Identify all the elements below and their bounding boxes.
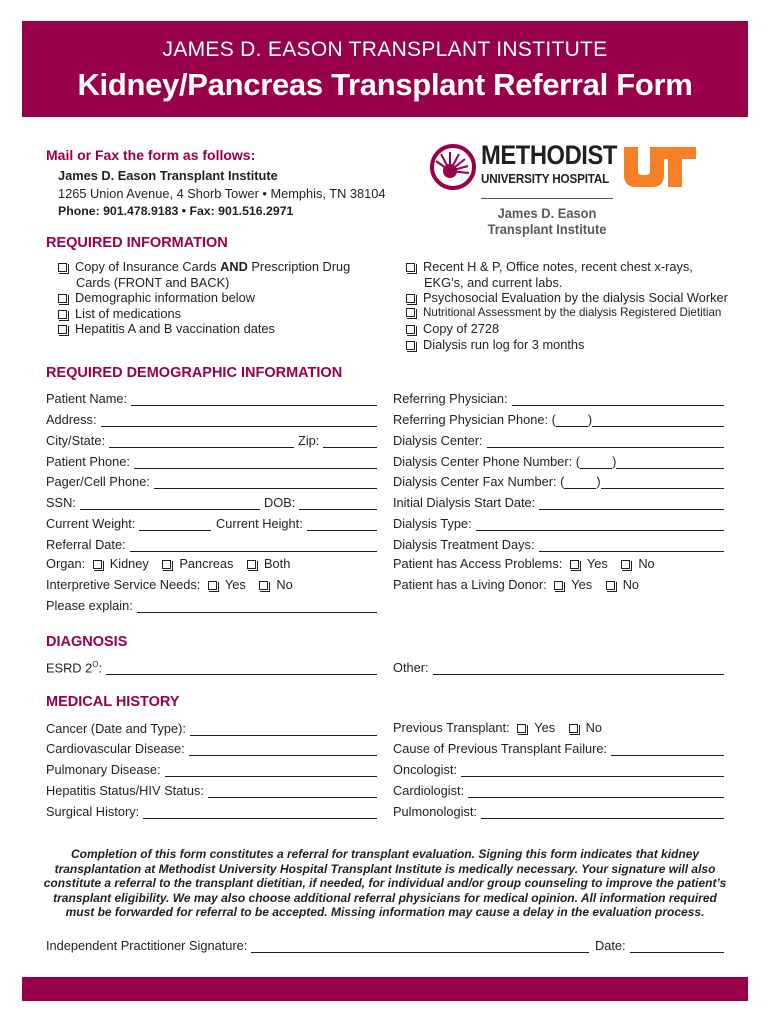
previous-transplant-label: Previous Transplant: [393,720,510,735]
required-item [406,259,693,274]
dialysis-center-phone-field[interactable] [393,453,724,469]
required-info-heading: REQUIRED INFORMATION [46,235,228,251]
organ-label: Organ: [46,556,86,571]
signature-field[interactable] [46,937,589,953]
referral-date-label: Referral Date: [46,537,126,552]
pulmonologist-line[interactable] [481,807,724,819]
date-field[interactable] [595,937,724,953]
cardiologist-label: Cardiologist: [393,783,465,798]
pager-cell-field[interactable] [46,473,377,489]
pager-cell-label: Pager/Cell Phone: [46,474,150,489]
institute-name: JAMES D. EASON TRANSPLANT INSTITUTE [162,38,608,61]
cancer-label: Cancer (Date and Type): [46,721,186,736]
address-field[interactable] [46,411,377,427]
dialysis-center-phone-area-line[interactable] [580,457,612,469]
cardio-label: Cardiovascular Disease: [46,741,185,756]
esrd-field[interactable] [46,659,377,675]
hospital-logo [430,140,730,240]
required-item [406,337,584,352]
signature-label: Independent Practitioner Signature: [46,938,248,953]
diagnosis-heading: DIAGNOSIS [46,634,128,650]
current-height-line[interactable] [307,519,377,531]
logo-university-hospital: UNIVERSITY HOSPITAL [481,171,610,186]
mail-heading: Mail or Fax the form as follows: [46,147,256,163]
required-item [58,306,181,321]
current-weight-line[interactable] [139,519,211,531]
interpretive-yes-label: Yes [224,577,246,592]
cardiologist-field[interactable] [393,782,724,798]
access-yes-label: Yes [586,556,608,571]
address-line[interactable] [101,415,377,427]
cardiologist-line[interactable] [468,786,724,798]
other-label: Other: [393,660,429,675]
please-explain-field[interactable] [46,597,377,613]
referring-phone-line[interactable] [592,415,724,427]
pulmonologist-label: Pulmonologist: [393,804,477,819]
required-item-text: Demographic information below [75,290,255,306]
required-item [406,290,728,305]
initial-dialysis-label: Initial Dialysis Start Date: [393,495,536,510]
dob-line[interactable] [299,498,377,510]
ssn-label: SSN: [46,495,76,510]
oncologist-field[interactable] [393,761,724,777]
zip-field[interactable] [298,432,377,448]
cancer-field[interactable] [46,720,377,736]
please-explain-label: Please explain: [46,598,133,613]
ssn-field[interactable] [46,494,260,510]
cause-failure-label: Cause of Previous Transplant Failure: [393,741,608,756]
required-item-text: Cards (FRONT and BACK) [76,274,230,290]
logo-institute-line2: Transplant Institute [487,221,607,237]
surgical-field[interactable] [46,803,377,819]
current-weight-label: Current Weight: [46,516,136,531]
other-line[interactable] [433,663,724,675]
referring-phone-field[interactable] [393,411,724,427]
required-item-checkbox[interactable] [406,325,415,334]
history-heading: MEDICAL HISTORY [46,694,180,710]
hepatitis-label: Hepatitis Status/HIV Status: [46,783,204,798]
footer-band [22,977,748,1001]
interpretive-yes-checkbox[interactable] [208,581,217,590]
ssn-line[interactable] [80,498,260,510]
required-item-checkbox[interactable] [406,308,415,317]
required-item-checkbox[interactable] [406,341,415,350]
dob-label: DOB: [264,495,296,510]
address-label: Address: [46,412,97,427]
required-item-text: Copy of Insurance Cards [75,259,221,274]
esrd-colon: : [98,660,103,675]
living-donor-row [393,577,639,592]
required-item-checkbox[interactable] [406,294,415,303]
access-no-label: No [638,556,655,571]
kidney-checkbox[interactable] [93,560,102,569]
dialysis-center-fax-label: Dialysis Center Fax Number: ( [393,474,565,489]
cancer-line[interactable] [190,724,377,736]
zip-label: Zip: [298,433,320,448]
required-item [424,275,562,290]
living-donor-label: Patient has a Living Donor: [393,577,547,592]
access-yes-checkbox[interactable] [570,560,579,569]
demographic-heading: REQUIRED DEMOGRAPHIC INFORMATION [46,365,343,381]
methodist-emblem-icon [430,144,476,190]
access-problems-row [393,556,655,571]
esrd-text: ESRD 2 [46,660,93,675]
required-item [58,321,275,336]
previous-yes-checkbox[interactable] [517,724,526,733]
required-item-text: Nutritional Assessment by the dialysis Registered Dietitian [423,305,722,319]
signature-line[interactable] [251,941,589,953]
patient-phone-label: Patient Phone: [46,454,130,469]
required-item-text: List of medications [75,305,181,321]
interpretive-label: Interpretive Service Needs: [46,577,201,592]
patient-phone-field[interactable] [46,453,377,469]
donor-yes-checkbox[interactable] [554,581,563,590]
donor-yes-label: Yes [571,577,593,592]
dialysis-center-phone-line[interactable] [616,457,724,469]
dialysis-center-field[interactable] [393,432,724,448]
dialysis-days-line[interactable] [539,540,724,552]
interpretive-no-label: No [276,577,293,592]
required-item-checkbox[interactable] [58,263,67,272]
patient-name-label: Patient Name: [46,391,128,406]
pancreas-label: Pancreas [179,556,234,571]
required-item-checkbox[interactable] [406,263,415,272]
surgical-label: Surgical History: [46,804,140,819]
logo-institute-line1: James D. Eason [497,205,597,221]
header-band [22,21,748,117]
required-item [58,290,255,305]
required-item-emphasis: AND [220,259,248,274]
previous-no-label: No [585,720,603,735]
surgical-line[interactable] [143,807,377,819]
referral-date-field[interactable] [46,536,377,552]
mail-contact: Phone: 901.478.9183 • Fax: 901.516.2971 [58,204,294,218]
pulmonologist-field[interactable] [393,803,724,819]
cause-failure-line[interactable] [611,744,724,756]
required-item-checkbox[interactable] [58,325,67,334]
required-item-text: Psychosocial Evaluation by the dialysis Social Worker [423,290,728,306]
referring-physician-line[interactable] [512,394,724,406]
referral-date-line[interactable] [130,540,377,552]
referring-physician-field[interactable] [393,390,724,406]
both-checkbox[interactable] [247,560,256,569]
oncologist-label: Oncologist: [393,762,458,777]
dialysis-days-label: Dialysis Treatment Days: [393,537,535,552]
dialysis-center-phone-label: Dialysis Center Phone Number: ( [393,454,581,469]
dialysis-center-phone-paren: ) [612,454,617,469]
previous-no-checkbox[interactable] [569,724,578,733]
hepatitis-line[interactable] [208,786,377,798]
city-state-field[interactable] [46,432,294,448]
city-state-label: City/State: [46,433,106,448]
hepatitis-field[interactable] [46,782,377,798]
date-label: Date: [595,938,626,953]
referring-phone-label: Referring Physician Phone: ( [393,412,556,427]
interpretive-row [46,577,293,592]
donor-no-checkbox[interactable] [606,581,615,590]
pancreas-checkbox[interactable] [162,560,171,569]
date-line[interactable] [630,941,724,953]
dialysis-type-label: Dialysis Type: [393,516,472,531]
logo-institute [486,205,607,237]
pulmonary-label: Pulmonary Disease: [46,762,161,777]
dialysis-center-fax-paren: ) [596,474,601,489]
organ-row [46,556,290,571]
required-item-text: Dialysis run log for 3 months [423,337,585,352]
dialysis-type-field[interactable] [393,515,724,531]
required-item-text: EKG’s, and current labs. [424,274,563,290]
cardio-field[interactable] [46,740,377,756]
dob-field[interactable] [264,494,377,510]
dialysis-center-label: Dialysis Center: [393,433,483,448]
initial-dialysis-field[interactable] [393,494,724,510]
mail-address: 1265 Union Avenue, 4 Shorb Tower • Memphis, TN 38104 [58,186,386,201]
dialysis-days-field[interactable] [393,536,724,552]
required-item [406,306,721,319]
patient-name-line[interactable] [131,394,377,406]
referring-phone-paren: ) [587,412,593,427]
pulmonary-line[interactable] [165,765,377,777]
both-label: Both [264,556,291,571]
form-title: Kidney/Pancreas Transplant Referral Form [77,67,693,102]
previous-yes-label: Yes [534,720,556,735]
required-item-checkbox[interactable] [58,310,67,319]
referral-notice: Completion of this form constitutes a referral for transplant evaluation. Signing this form indicates that kidney transplantation at Methodist University Hospital Transplant Institute is medically necessary. Your signature will also constitute a referral to the transplant dietitian, if needed, for individual and/or group counseling to improve the patient’s transplant eligibility. We may also choose additional referral physicians for medical opinion. All information required must be forwarded for referral to be accepted. Missing information may cause a delay in the evaluation process. [43,847,727,920]
patient-name-field[interactable] [46,390,377,406]
current-weight-field[interactable] [46,515,211,531]
access-no-checkbox[interactable] [621,560,630,569]
oncologist-line[interactable] [461,765,724,777]
pulmonary-field[interactable] [46,761,377,777]
dialysis-center-fax-area-line[interactable] [564,477,596,489]
current-height-label: Current Height: [216,516,303,531]
mail-name: James D. Eason Transplant Institute [58,168,278,183]
required-item [76,275,229,290]
referring-physician-label: Referring Physician: [393,391,508,406]
logo-methodist: METHODIST [481,140,617,170]
other-field[interactable] [393,659,724,675]
interpretive-no-checkbox[interactable] [259,581,268,590]
kidney-label: Kidney [109,556,149,571]
required-item-checkbox[interactable] [58,294,67,303]
logo-divider [481,198,613,199]
required-item-text: Recent H & P, Office notes, recent chest x-rays, [423,259,693,274]
required-item-text: Copy of 2728 [423,321,500,337]
zip-line[interactable] [323,436,377,448]
dialysis-center-fax-field[interactable] [393,473,724,489]
dialysis-center-line[interactable] [487,436,724,448]
cardio-line[interactable] [189,744,377,756]
city-state-line[interactable] [109,436,294,448]
esrd-line[interactable] [106,663,377,675]
initial-dialysis-line[interactable] [539,498,724,510]
pager-cell-line[interactable] [154,477,377,489]
donor-no-label: No [622,577,640,592]
required-item [406,321,499,336]
dialysis-center-fax-line[interactable] [601,477,724,489]
ut-logo-icon [624,147,696,187]
required-item-text: Hepatitis A and B vaccination dates [75,321,275,337]
required-item-text: Prescription Drug [247,259,351,274]
esrd-label [46,660,102,675]
dialysis-type-line[interactable] [476,519,724,531]
required-item [58,259,350,274]
please-explain-line[interactable] [137,601,377,613]
current-height-field[interactable] [216,515,377,531]
referring-phone-area-line[interactable] [556,415,588,427]
esrd-superscript: O [92,659,99,669]
patient-phone-line[interactable] [134,457,377,469]
cause-failure-field[interactable] [393,740,724,756]
access-problems-label: Patient has Access Problems: [393,556,563,571]
previous-transplant-row [393,720,602,735]
